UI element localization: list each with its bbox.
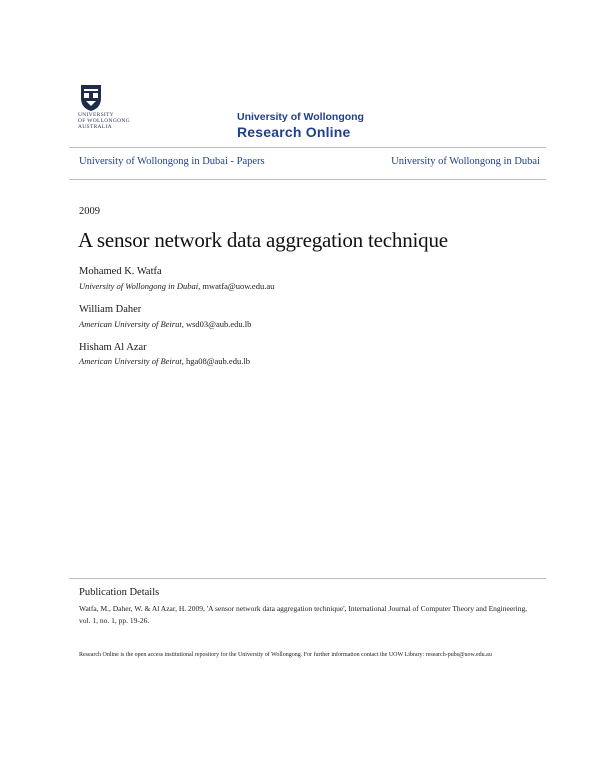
author-affiliation	[79, 319, 251, 329]
affiliation-name: American University of Beirut	[79, 356, 182, 366]
institution-link[interactable]: University of Wollongong in Dubai	[391, 156, 540, 167]
author-name[interactable]: Mohamed K. Watfa	[79, 266, 162, 277]
affiliation-name: American University of Beirut	[79, 319, 182, 329]
repository-university: University of Wollongong	[237, 111, 364, 123]
logo-wordmark	[78, 112, 130, 130]
collection-link[interactable]: University of Wollongong in Dubai - Papers	[79, 156, 265, 167]
logo-line: UNIVERSITY	[78, 112, 114, 118]
separator: ,	[181, 356, 186, 366]
crest-icon	[80, 84, 102, 112]
divider-publication	[69, 578, 546, 579]
publication-details-heading: Publication Details	[79, 587, 160, 598]
publication-year: 2009	[79, 206, 100, 217]
publication-citation: Watfa, M., Daher, W. & Al Azar, H. 2009, 'A sensor network data aggregation technique', International Journal of Computer Theory and Engineering, vol. 1, no. 1, pp. 19-26.	[79, 604, 528, 625]
divider-top	[69, 147, 546, 148]
separator: ,	[198, 281, 203, 291]
logo-line: OF WOLLONGONG	[78, 118, 130, 124]
separator: ,	[181, 319, 186, 329]
repository-title[interactable]	[237, 111, 364, 141]
author-email[interactable]: wsd03@aub.edu.lb	[185, 319, 252, 329]
paper-title: A sensor network data aggregation technique	[78, 228, 448, 252]
author-name[interactable]: Hisham Al Azar	[79, 342, 147, 353]
author-email[interactable]: hga08@aub.edu.lb	[185, 356, 250, 366]
divider-bottom	[69, 179, 546, 180]
repository-footer: Research Online is the open access institutional repository for the University of Wollongong. For further information contact the UOW Library: research-pubs@uow.edu.au	[79, 652, 492, 658]
author-email[interactable]: mwatfa@uow.edu.au	[202, 281, 275, 291]
author-affiliation	[79, 356, 250, 366]
affiliation-name: University of Wollongong in Dubai	[79, 281, 199, 291]
logo-line: AUSTRALIA	[78, 124, 112, 130]
author-name[interactable]: William Daher	[79, 304, 142, 315]
university-logo[interactable]	[78, 84, 148, 136]
repository-name: Research Online	[237, 124, 351, 140]
author-affiliation	[79, 281, 274, 291]
